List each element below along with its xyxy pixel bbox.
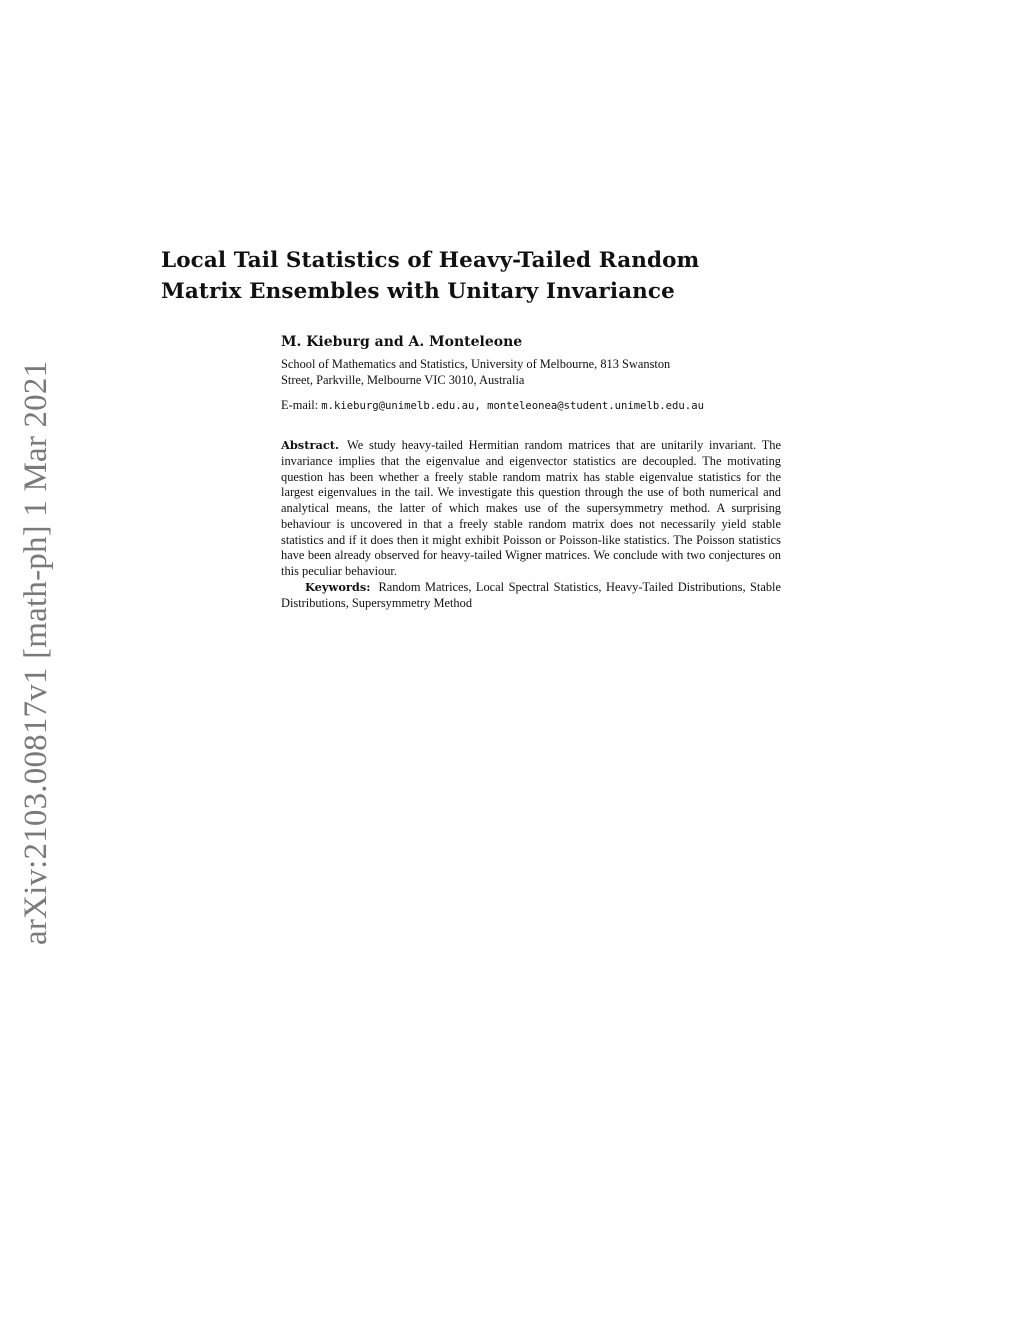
affiliation-line-2: Street, Parkville, Melbourne VIC 3010, Australia — [281, 373, 525, 387]
abstract-text: We study heavy-tailed Hermitian random matrices that are unitarily invariant. The invariance implies that the eigenvalue and eigenvector statistics are decoupled. The motivating question has been whether a freely stable random matrix has stable eigenvalue statistics for the largest eigenvalues in the tail. We investigate this question through the use of both numerical and analytical means, the latter of which makes use of the supersymmetry method. A surprising behaviour is uncovered in that a freely stable random matrix does not necessarily yield stable statistics and if it does then it might exhibit Poisson or Poisson-like statistics. The Poisson statistics have been already observed for heavy-tailed Wigner matrices. We conclude with two conjectures on this peculiar behaviour. — [281, 438, 781, 578]
keywords-label: Keywords: — [305, 579, 371, 594]
paper-title — [161, 245, 801, 307]
affiliation-line-1: School of Mathematics and Statistics, University of Melbourne, 813 Swanston — [281, 357, 671, 371]
email-line — [281, 397, 704, 414]
email-addresses[interactable]: m.kieburg@unimelb.edu.au, monteleonea@student.unimelb.edu.au — [321, 400, 704, 412]
keywords-paragraph — [281, 580, 781, 612]
title-line-1: Local Tail Statistics of Heavy-Tailed Random — [161, 248, 700, 273]
keywords-text: Random Matrices, Local Spectral Statistics, Heavy-Tailed Distributions, Stable Distributions, Supersymmetry Method — [281, 579, 781, 610]
abstract-block — [281, 438, 781, 611]
author-list: M. Kieburg and A. Monteleone — [281, 334, 523, 350]
email-label: E-mail: — [281, 398, 322, 412]
affiliation — [281, 356, 781, 388]
title-line-2: Matrix Ensembles with Unitary Invariance — [161, 279, 675, 304]
abstract-paragraph — [281, 438, 781, 580]
arxiv-identifier-stamp: arXiv:2103.00817v1 [math-ph] 1 Mar 2021 — [18, 360, 54, 945]
abstract-label: Abstract. — [281, 438, 340, 452]
